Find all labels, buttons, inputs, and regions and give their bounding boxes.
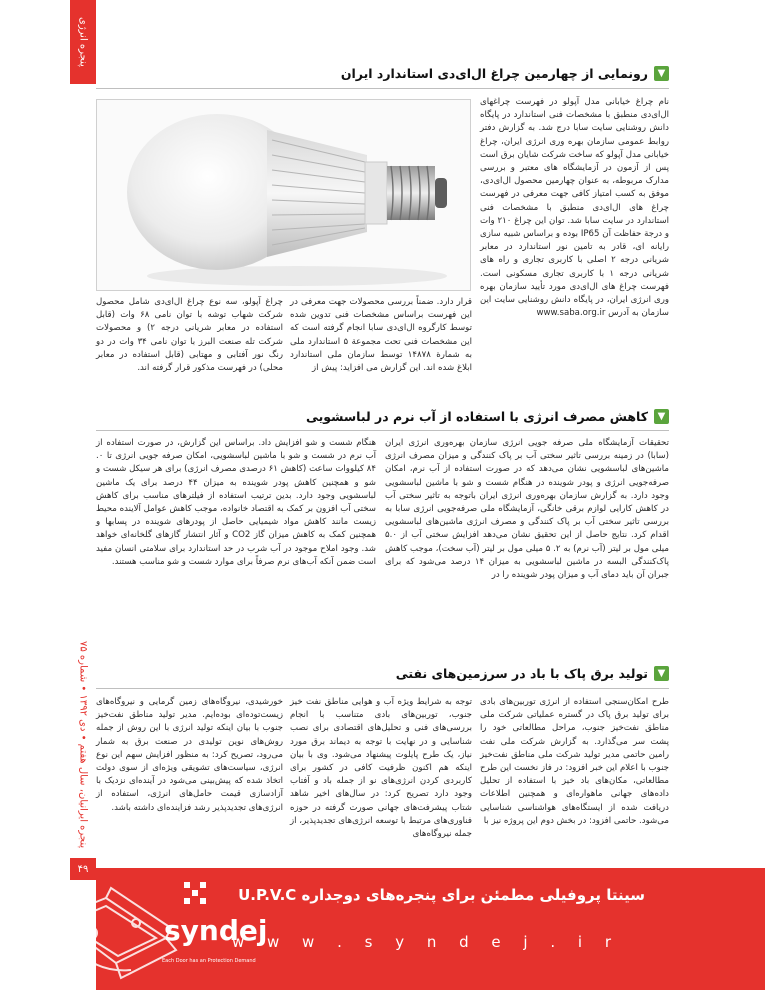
article2-col-right: تحقیقات آزمایشگاه ملی صرفه جویی انرژی سازمان بهره‌وری انرژی ایران (سابا) در زمینه بررسی تاثیر سختی آب بر پاک کنندگی و میزان مصرف انرژی ماشین‌های لباسشویی نشان می‌دهد که در صورت استفاده از آب نرم، امکان صرفه‌جویی انرژی و پودر شوینده در هنگام شست و شو با ماشین لباسشویی وجود دارد. به گزارش سازمان بهره‌وری انرژی ایران باتوجه به تاثیر سختی آب در کاهش کارایی لوازم برقی خانگی، آزمایشگاه ملی صرفه‌جویی انرژی سابا به بررسی تاثیر سختی آب بر پاک کنندگی و مصرف انرژی ماشین‌های لباسشویی اقدام کرد. نتایج حاصل از این تحقیق نشان می‌دهد افزایش سختی آب از ۵.۰ میلی مول بر لیتر (آب نرم) به ۲. ۵ میلی مول بر لیتر (آب سخت)، موجب کاهش پاک‌کنندگی البسه در ماشین لباسشویی به میزان ۱۴ درصد می‌شود که برای جبران آن باید دمای آب و میزان پودر شوینده را در (385, 438, 669, 581)
article3-title: تولید برق پاک با باد در سرزمین‌های نفتی (395, 666, 648, 681)
article3-heading (396, 666, 669, 681)
divider (96, 688, 669, 689)
article3-col-middle: توجه به شرایط ویژه آب و هوایی مناطق نفت خیز جنوب، توربین‌های بادی متناسب با انجام بررسی‌های فنی و تحلیل‌های اقتصادی برای نصب شناسایی و در نهایت با توجه به دیماند برق مورد نیاز، یک طرح پایلوت پیشنهاد می‌شود. وی با بیان اینکه هم اکنون ظرفیت کافی در کشور برای کاربردی کردن انرژی‌های نو از جمله باد و آفتاب وجود دارد تصریح کرد: در سال‌های اخیر شاهد شتاب پیشرفت‌های جهانی صورت گرفته در حوزه فناوری‌های مرتبط با توسعه انرژی‌های تجدیدپذیر، از جمله نیروگاه‌های (290, 697, 472, 840)
section-tab (70, 0, 96, 84)
footer-url[interactable]: w w w . s y n d e j . i r (231, 933, 620, 951)
article2-title: کاهش مصرف انرژی با استفاده از آب نرم در لباسشویی (305, 409, 648, 424)
issue-label-text: پنجره ایرانیان، سال هفتم • دی ۱۳۹۲ • شماره ۷۵ (77, 641, 89, 849)
footer-slogan: سینتا پروفیلی مطمئن برای پنجره‌های دوجداره U.P.V.C (238, 886, 645, 904)
logo-tagline: Each Door has an Protection Demand (162, 958, 256, 964)
article1-col-left: چراغ آپولو، سه نوع چراغ ال‌ای‌دی شامل محصول شرکت شهاب توشه با توان نامی ۶۸ وات (قابل استفاده در معابر شریانی درجه ۲) و محصولات شرکت تله صنعت البرز با توان نامی ۳۴ وات در دو رنگ نور آفتابی و مهتابی (قابل استفاده در معابر محلی) در فهرست مذکور قرار گرفته اند. (96, 297, 283, 374)
chevron-down-icon: ▼ (654, 66, 669, 81)
article1-title: رونمایی از چهارمین چراغ ال‌ای‌دی استاندارد ایران (340, 66, 648, 81)
led-bulb-icon (97, 100, 470, 290)
divider (96, 430, 669, 431)
article3-col-right: طرح امکان‌سنجی استفاده از انرژی توربین‌های بادی برای تولید برق پاک در گستره عملیاتی شرکت ملی مناطق نفت‌خیز جنوب، مراحل مطالعاتی خود را پشت سر می‌گذارد. به گزارش شرکت ملی نفت رامین حاتمی مدیر تولید شرکت ملی مناطق نفت‌خیز جنوب با اعلام این خبر افزود: در فاز نخست این طرح مطالعاتی، مکان‌های باد خیز با استفاده از تحلیل داده‌های جهانی ماهواره‌ای و همچنین اطلاعات دریافت شده از ایستگاه‌های هواشناسی شناسایی می‌شود. حاتمی افزود: در بخش دوم این پروژه نیز با (480, 697, 669, 826)
divider (96, 88, 669, 89)
logo-mark-icon (182, 880, 212, 912)
article1-col-middle: قرار دارد. ضمناً بررسی محصولات جهت معرفی در این فهرست براساس مشخصات فنی تدوین شده توسط کارگروه ال‌ای‌دی سابا انجام گرفته است که این مشخصات فنی تحت مجموعة ۵ استاندارد ملی به شمارة ۱۴۸۷۸ توسط سازمان ملی استاندارد ابلاغ شده اند. این گزارش می افزاید: پیش از (290, 297, 472, 374)
issue-label (70, 640, 96, 850)
article1-heading (341, 66, 669, 81)
chevron-down-icon: ▼ (654, 666, 669, 681)
article2-col-left: هنگام شست و شو افزایش داد. براساس این گزارش، در صورت استفاده از آب نرم در شست و شو با ماشین لباسشویی، امکان صرفه جویی انرژی تا ۰. ۸۴ کیلووات ساعت (کاهش ۶۱ درصدی مصرف انرژی) برای هر سیکل شست و شو و همچنین کاهش پودر شوینده به میزان ۴۴ درصد برای یک ماشین لباسشویی وجود دارد. بدین ترتیب استفاده از فیلترهای مناسب برای کاهش سختی آب افزون بر کمک به اقتصاد خانواده، موجب کاهش عوامل آلاینده محیط زیست مانند کاهش مواد شیمیایی حاصل از پودرهای شوینده در پسابها و همچنین کمک به کاهش میزان گاز CO2 و آثار انتشار گازهای گلخانه‌ای خواهد شد. وجود املاح موجود در آب شرب در حد استاندارد برای سلامتی انسان مفید است ضمن آنکه آب‌های نرم صرفاً برای موارد شست و شو مناسب هستند. (96, 438, 376, 567)
section-tab-label: پنجره انرژی (77, 17, 89, 67)
article1-col-right: نام چراغ خیابانی مدل آپولو در فهرست چراغهای ال‌ای‌دی منطبق با مشخصات فنی استاندارد در پایگاه دانش روشنایی سایت سابا درج شد. به گزارش دفتر روابط عمومی سازمان بهره وری انرژی ایران، چراغ خیابانی مدل آپولو که ساخت شرکت شایان برق است پس از آزمون در آزمایشگاه های معتبر و بررسی مدارک مربوطه، به عنوان چهارمین محصول ال‌ای‌دی، موفق به کسب امتیاز کافی جهت معرفی در فهرست چراغ های ال‌ای‌دی منطبق با مشخصات فنی استاندارد در سایت سابا شد. توان این چراغ ۲۱۰ وات و درجة حفاظت آن IP65 بوده و براساس شبیه سازی رایانه ای، قادر به تامین نور استاندارد در معابر شریانی درجه ۲ اصلی با کاربری تجاری و راه های شریانی درجه ۱ با کاربری تجاری مسکونی است. فهرست چراغ های ال‌ای‌دی مورد تأیید سازمان بهره وری انرژی ایران، در پایگاه دانش روشنایی سایت این سازمان به آدرس www.saba.org.ir (480, 97, 670, 319)
logo-name: syndej (164, 914, 268, 947)
article3-col-left: خورشیدی، نیروگاه‌های زمین گرمایی و نیروگاه‌های زیست‌توده‌ای بوده‌ایم. مدیر تولید مناطق نفت‌خیز جنوب با بیان اینکه تولید انرژی با این روش از جمله روش‌های نوین تولیدی در صنعت برق به شمار می‌رود، تصریح کرد: به منظور افزایش سهم این نوع انرژی، سیاست‌های تشویقی ویژه‌ای از سوی دولت اتخاذ شده که پیش‌بینی می‌شود در آینده‌ای نزدیک با آزادسازی قیمت حامل‌های انرژی، استفاده از انرژی‌های تجدیدپذیر رشد فزاینده‌ای داشته باشد. (96, 697, 283, 813)
syndej-logo (150, 880, 268, 980)
article2-heading (306, 409, 669, 424)
chevron-down-icon: ▼ (654, 409, 669, 424)
page-number: ۴۹ (70, 858, 96, 880)
led-bulb-image (96, 99, 471, 291)
